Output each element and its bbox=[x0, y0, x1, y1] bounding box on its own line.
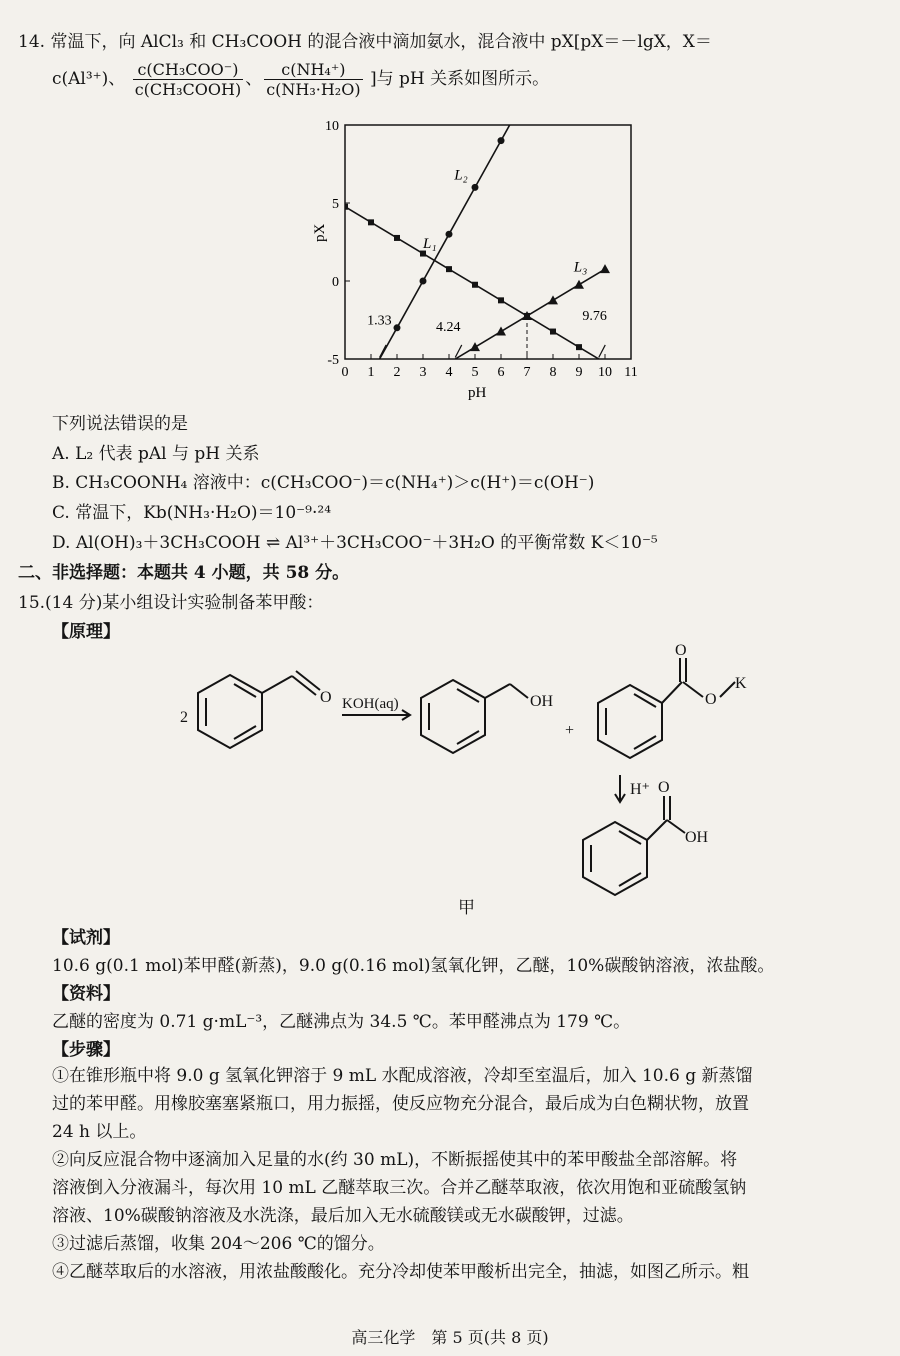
y-axis-label: pX bbox=[312, 223, 328, 242]
data-point bbox=[550, 329, 556, 335]
principle-heading: 【原理】 bbox=[52, 622, 120, 642]
data-point bbox=[498, 297, 504, 303]
page-footer: 高三化学 第 5 页(共 8 页) bbox=[351, 1328, 549, 1347]
q14-stem-suffix: ]与 pH 关系如图所示。 bbox=[369, 69, 550, 90]
x-tick-label: 8 bbox=[549, 365, 557, 380]
step-line: ③过滤后蒸馏，收集 204～206 ℃的馏分。 bbox=[52, 1234, 385, 1254]
data-point bbox=[420, 278, 427, 285]
data-point bbox=[446, 266, 452, 272]
series-label: L₃ bbox=[573, 259, 588, 276]
data-point bbox=[496, 327, 506, 336]
step-line: 24 h 以上。 bbox=[52, 1122, 147, 1142]
acid-oh: OH bbox=[685, 829, 709, 846]
series-label: L₂ bbox=[454, 167, 468, 184]
annotation-arrow bbox=[380, 345, 387, 357]
data-point bbox=[600, 264, 610, 273]
figure-caption: 甲 bbox=[458, 898, 475, 918]
data-point bbox=[548, 295, 558, 304]
y-tick-label: 5 bbox=[332, 197, 339, 212]
alcohol-oh: OH bbox=[530, 693, 554, 710]
benzaldehyde-ring bbox=[198, 675, 262, 748]
data-point bbox=[498, 137, 505, 144]
section-2-heading: 二、非选择题：本题共 4 小题，共 58 分。 bbox=[18, 563, 350, 583]
separator: 、 bbox=[245, 69, 263, 90]
series-square bbox=[342, 204, 605, 363]
x-tick-label: 3 bbox=[419, 365, 427, 380]
data-point bbox=[472, 282, 478, 288]
ammonium-ratio-fraction bbox=[264, 60, 362, 99]
data-point bbox=[342, 204, 348, 210]
coefficient: 2 bbox=[180, 709, 188, 726]
chart-svg bbox=[305, 115, 665, 415]
annotation-label: 9.76 bbox=[582, 309, 607, 324]
data-point bbox=[394, 235, 400, 241]
data-point bbox=[470, 342, 480, 351]
reagents-text: 10.6 g(0.1 mol)苯甲醛(新蒸)，9.0 g(0.16 mol)氢氧化钾，乙醚，10%碳酸钠溶液，浓盐酸。 bbox=[52, 956, 775, 976]
carbonyl-oxygen: O bbox=[675, 642, 687, 659]
step-line: ①在锥形瓶中将 9.0 g 氢氧化钾溶于 9 mL 水配成溶液，冷却至室温后，加入 10.6 g 新蒸馏 bbox=[52, 1066, 753, 1086]
y-tick-label: 0 bbox=[332, 275, 339, 290]
annotation-arrow bbox=[599, 345, 606, 357]
x-tick-label: 5 bbox=[471, 365, 479, 380]
step-line: ②向反应混合物中逐滴加入足量的水(约 30 mL)，不断振摇使其中的苯甲酸盐全部溶解。将 bbox=[52, 1150, 738, 1170]
fraction-denominator: c(CH₃COOH) bbox=[134, 80, 242, 100]
px-ph-chart bbox=[305, 115, 665, 415]
info-text: 乙醚的密度为 0.71 g·mL⁻³，乙醚沸点为 34.5 ℃。苯甲醛沸点为 179 ℃。 bbox=[52, 1012, 631, 1032]
x-tick-label: 1 bbox=[367, 365, 375, 380]
y-tick-label: -5 bbox=[327, 353, 339, 368]
data-point bbox=[576, 344, 582, 350]
x-tick-label: 10 bbox=[598, 365, 612, 380]
q14-option-b: B. CH₃COONH₄ 溶液中：c(CH₃COO⁻)＝c(NH₄⁺)＞c(H⁺)＝c(OH⁻) bbox=[52, 473, 595, 493]
potassium-label: K bbox=[735, 675, 747, 692]
acid-carbonyl-oxygen: O bbox=[658, 779, 670, 796]
data-point bbox=[368, 219, 374, 225]
data-point bbox=[446, 231, 453, 238]
benzoic-acid-ring bbox=[583, 822, 647, 895]
series-label: L₁ bbox=[423, 236, 437, 253]
q14-option-c: C. 常温下，Kb(NH₃·H₂O)＝10⁻⁹·²⁴ bbox=[52, 503, 332, 523]
data-point bbox=[394, 324, 401, 331]
acetate-ratio-fraction bbox=[133, 60, 243, 99]
q14-al-term: c(Al³⁺)、 bbox=[52, 69, 126, 90]
q14-stem-line1: 14. 常温下，向 AlCl₃ 和 CH₃COOH 的混合液中滴加氨水，混合液中 pX[pX＝－lgX，X＝ bbox=[18, 32, 712, 52]
koh-reagent-label: KOH(aq) bbox=[342, 696, 399, 712]
step-line: ④乙醚萃取后的水溶液，用浓盐酸酸化。充分冷却使苯甲酸析出完全，抽滤，如图乙所示。粗 bbox=[52, 1262, 749, 1282]
q14-option-d: D. Al(OH)₃＋3CH₃COOH ⇌ Al³⁺＋3CH₃COO⁻＋3H₂O 的平衡常数 K＜10⁻⁵ bbox=[52, 533, 658, 553]
info-heading: 【资料】 bbox=[52, 984, 120, 1004]
steps-heading: 【步骤】 bbox=[52, 1040, 120, 1060]
q14-stem-line2 bbox=[52, 60, 549, 99]
reaction-svg bbox=[170, 640, 890, 900]
reaction-scheme bbox=[170, 640, 890, 900]
x-tick-label: 6 bbox=[497, 365, 505, 380]
x-tick-label: 0 bbox=[341, 365, 349, 380]
data-point bbox=[574, 280, 584, 289]
reagents-heading: 【试剂】 bbox=[52, 928, 120, 948]
step-line: 过的苯甲醛。用橡胶塞塞紧瓶口，用力振摇，使反应物充分混合，最后成为白色糊状物，放置 bbox=[52, 1094, 749, 1114]
fraction-numerator: c(CH₃COO⁻) bbox=[133, 60, 243, 80]
step-line: 溶液倒入分液漏斗，每次用 10 mL 乙醚萃取三次。合并乙醚萃取液，依次用饱和亚硫酸氢钠 bbox=[52, 1178, 747, 1198]
potassium-benzoate-ring bbox=[598, 685, 662, 758]
fraction-denominator: c(NH₃·H₂O) bbox=[266, 80, 361, 100]
q15-title: 15.(14 分)某小组设计实验制备苯甲酸： bbox=[18, 593, 324, 613]
benzyl-alcohol-ring bbox=[421, 680, 485, 753]
step-line: 溶液、10%碳酸钠溶液及水洗涤，最后加入无水硫酸镁或无水碳酸钾，过滤。 bbox=[52, 1206, 634, 1226]
annotation-label: 4.24 bbox=[436, 319, 461, 335]
ester-oxygen: O bbox=[705, 691, 717, 708]
x-tick-label: 11 bbox=[624, 365, 638, 380]
x-tick-label: 7 bbox=[523, 365, 531, 380]
q14-option-a: A. L₂ 代表 pAl 与 pH 关系 bbox=[52, 444, 260, 464]
acid-label: H⁺ bbox=[630, 781, 650, 798]
x-axis-label: pH bbox=[468, 385, 487, 401]
x-tick-label: 9 bbox=[575, 365, 583, 380]
data-point bbox=[522, 311, 532, 320]
y-tick-label: 10 bbox=[325, 119, 339, 134]
x-tick-label: 4 bbox=[445, 365, 453, 380]
annotation-label: 1.33 bbox=[367, 313, 392, 329]
x-tick-label: 2 bbox=[393, 365, 401, 380]
plus-sign: + bbox=[565, 722, 575, 739]
data-point bbox=[472, 184, 479, 191]
q14-prompt: 下列说法错误的是 bbox=[52, 414, 188, 434]
fraction-numerator: c(NH₄⁺) bbox=[264, 60, 362, 80]
aldehyde-oxygen: O bbox=[320, 689, 332, 706]
